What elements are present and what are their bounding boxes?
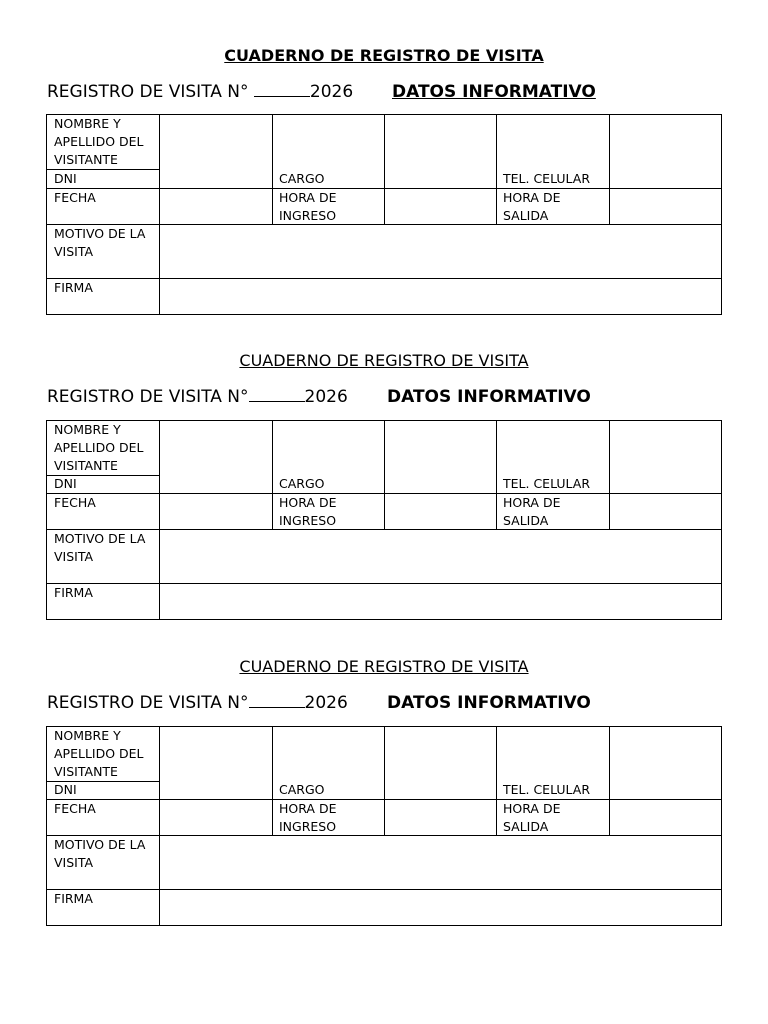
- label-name: NOMBRE Y APELLIDO DEL VISITANTE: [54, 728, 144, 779]
- register-year: 2026: [304, 693, 348, 713]
- label-cargo: CARGO: [279, 476, 325, 491]
- register-number-blank[interactable]: [254, 81, 310, 97]
- info-heading: DATOS INFORMATIVO: [387, 387, 591, 407]
- label-cargo: CARGO: [279, 782, 325, 797]
- visit-table: [46, 420, 722, 620]
- register-number-blank[interactable]: [249, 386, 305, 402]
- register-number-blank[interactable]: [249, 692, 305, 708]
- register-year: 2026: [304, 387, 348, 407]
- register-year: 2026: [309, 82, 354, 102]
- label-dni: DNI: [54, 782, 77, 797]
- visit-table: [46, 726, 722, 926]
- col-divider: [384, 727, 385, 835]
- form-title: CUADERNO DE REGISTRO DE VISITA: [239, 351, 529, 370]
- label-fecha: FECHA: [54, 495, 96, 510]
- label-hora-ingreso: HORA DE INGRESO: [279, 495, 337, 528]
- label-hora-ingreso: HORA DE INGRESO: [279, 190, 337, 223]
- label-fecha: FECHA: [54, 801, 96, 816]
- label-cargo: CARGO: [279, 171, 325, 186]
- label-tel-celular: TEL. CELULAR: [503, 171, 591, 186]
- label-hora-ingreso: HORA DE INGRESO: [279, 801, 337, 834]
- label-firma: FIRMA: [54, 585, 93, 600]
- label-hora-salida: HORA DE SALIDA: [503, 801, 561, 834]
- label-dni: DNI: [54, 476, 77, 491]
- form-title: CUADERNO DE REGISTRO DE VISITA: [224, 46, 544, 65]
- label-fecha: FECHA: [54, 190, 96, 205]
- row-divider: [47, 583, 721, 584]
- col-divider: [159, 115, 160, 314]
- register-number-line: [47, 692, 727, 714]
- col-divider: [609, 421, 610, 529]
- col-divider: [272, 727, 273, 835]
- label-motivo: MOTIVO DE LA VISITA: [54, 226, 146, 259]
- label-firma: FIRMA: [54, 891, 93, 906]
- info-heading: DATOS INFORMATIVO: [387, 693, 591, 713]
- label-tel-celular: TEL. CELULAR: [503, 782, 591, 797]
- label-firma: FIRMA: [54, 280, 93, 295]
- label-motivo: MOTIVO DE LA VISITA: [54, 531, 146, 564]
- info-heading: DATOS INFORMATIVO: [392, 82, 596, 102]
- row-divider: [47, 835, 721, 836]
- col-divider: [384, 115, 385, 224]
- label-motivo: MOTIVO DE LA VISITA: [54, 837, 146, 870]
- register-prefix: REGISTRO DE VISITA N°: [47, 387, 249, 407]
- col-divider: [272, 421, 273, 529]
- col-divider: [272, 115, 273, 224]
- col-divider: [496, 115, 497, 224]
- row-divider: [47, 278, 721, 279]
- label-hora-salida: HORA DE SALIDA: [503, 495, 561, 528]
- row-divider: [47, 224, 721, 225]
- register-prefix: REGISTRO DE VISITA N°: [47, 693, 249, 713]
- register-number-line: [47, 386, 727, 408]
- col-divider: [496, 421, 497, 529]
- register-number-line: [47, 81, 727, 103]
- form-title: CUADERNO DE REGISTRO DE VISITA: [239, 657, 529, 676]
- register-prefix: REGISTRO DE VISITA N°: [47, 82, 249, 102]
- col-divider: [496, 727, 497, 835]
- label-name: NOMBRE Y APELLIDO DEL VISITANTE: [54, 422, 144, 473]
- label-hora-salida: HORA DE SALIDA: [503, 190, 561, 223]
- col-divider: [609, 727, 610, 835]
- label-tel-celular: TEL. CELULAR: [503, 476, 591, 491]
- visit-table: [46, 114, 722, 315]
- col-divider: [159, 421, 160, 619]
- row-divider: [47, 889, 721, 890]
- col-divider: [609, 115, 610, 224]
- label-name: NOMBRE Y APELLIDO DEL VISITANTE: [54, 116, 144, 167]
- label-dni: DNI: [54, 171, 77, 186]
- col-divider: [384, 421, 385, 529]
- row-divider: [47, 529, 721, 530]
- col-divider: [159, 727, 160, 925]
